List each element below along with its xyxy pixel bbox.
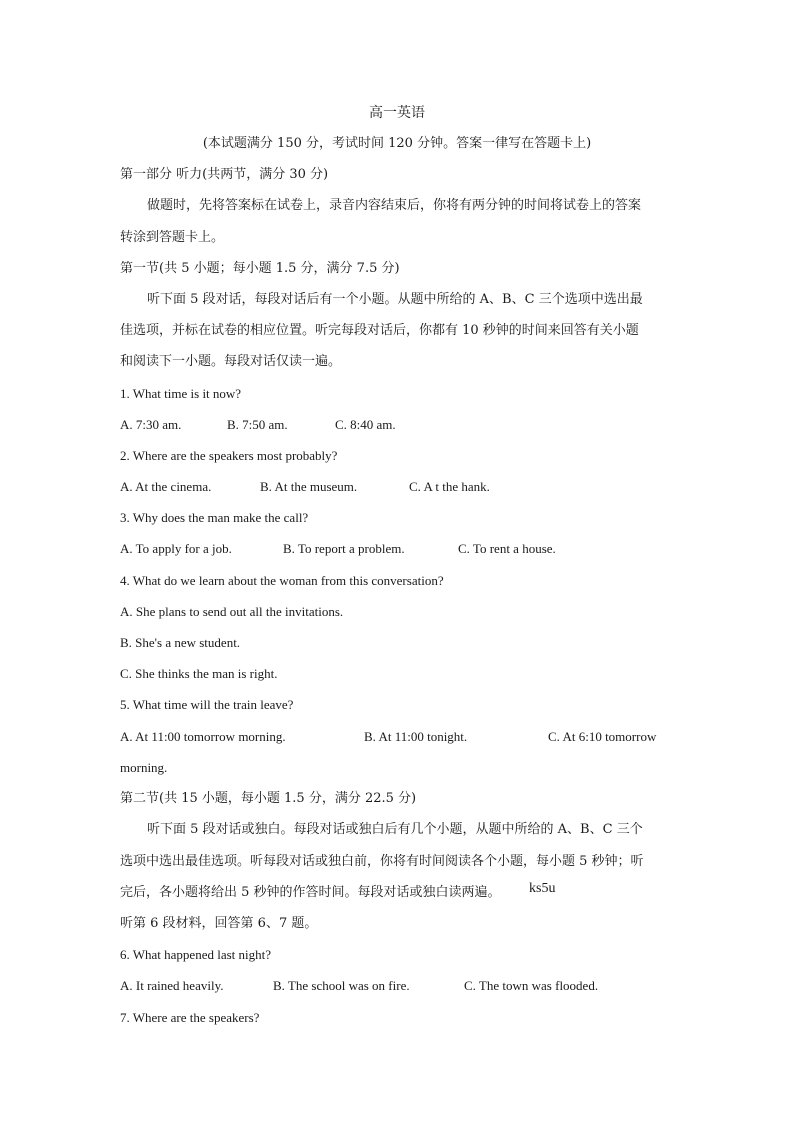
question-1-option-b: B. 7:50 am. <box>227 417 288 432</box>
question-4-option-c: C. She thinks the man is right. <box>120 666 278 681</box>
question-1-option-a: A. 7:30 am. <box>120 417 182 432</box>
section2-instr-line1: 听下面 5 段对话或独白。每段对话或独白后有几个小题，从题中所给的 A、B、C 三个 <box>147 822 643 837</box>
question-1-stem: 1. What time is it now? <box>120 386 242 401</box>
section2-instr-line2: 选项中选出最佳选项。听每段对话或独白前，你将有时间阅读各个小题，每小题 5 秒钟；听 <box>120 854 644 869</box>
question-1-option-c: C. 8:40 am. <box>335 417 396 432</box>
part1-intro-line2: 转涂到答题卡上。 <box>120 230 225 245</box>
question-4-stem: 4. What do we learn about the woman from this conversation? <box>120 573 444 588</box>
section2-instr-line3: 完后，各小题将给出 5 秒钟的作答时间。每段对话或独白读两遍。 <box>120 885 501 900</box>
question-5-option-c: C. At 6:10 tomorrow <box>548 729 657 744</box>
question-4-option-a: A. She plans to send out all the invitations. <box>120 604 344 619</box>
question-6-option-a: A. It rained heavily. <box>120 978 224 993</box>
question-5-option-a: A. At 11:00 tomorrow morning. <box>120 729 286 744</box>
part1-intro-line1: 做题时，先将答案标在试卷上，录音内容结束后，你将有两分钟的时间将试卷上的答案 <box>147 198 642 213</box>
question-5-stem: 5. What time will the train leave? <box>120 697 294 712</box>
question-3-option-a: A. To apply for a job. <box>120 541 232 556</box>
question-2-option-a: A. At the cinema. <box>120 479 212 494</box>
question-2-stem: 2. Where are the speakers most probably? <box>120 448 338 463</box>
exam-subtitle: (本试题满分 150 分，考试时间 120 分钟。答案一律写在答题卡上) <box>202 136 592 151</box>
part1-heading: 第一部分 听力(共两节，满分 30 分) <box>120 167 329 182</box>
exam-title: 高一英语 <box>369 105 425 121</box>
question-3-option-b: B. To report a problem. <box>283 541 405 556</box>
question-4-option-b: B. She's a new student. <box>120 635 241 650</box>
question-2-option-b: B. At the museum. <box>260 479 358 494</box>
section1-instr-line1: 听下面 5 段对话，每段对话后有一个小题。从题中所给的 A、B、C 三个选项中选出最 <box>147 292 643 307</box>
section1-instr-line3: 和阅读下一小题。每段对话仅读一遍。 <box>120 354 342 369</box>
question-5-option-c-continued: morning. <box>120 760 168 775</box>
question-6-option-b: B. The school was on fire. <box>273 978 410 993</box>
section2-heading: 第二节(共 15 小题，每小题 1.5 分，满分 22.5 分) <box>120 791 417 806</box>
question-7-stem: 7. Where are the speakers? <box>120 1010 260 1025</box>
question-3-stem: 3. Why does the man make the call? <box>120 510 309 525</box>
question-6-stem: 6. What happened last night? <box>120 947 272 962</box>
watermark-text: ks5u <box>529 881 556 896</box>
question-3-option-c: C. To rent a house. <box>458 541 556 556</box>
question-2-option-c: C. A t the hank. <box>409 479 490 494</box>
question-6-option-c: C. The town was flooded. <box>464 978 599 993</box>
question-5-option-b: B. At 11:00 tonight. <box>364 729 468 744</box>
material-6-instruction: 听第 6 段材料，回答第 6、7 题。 <box>120 916 318 931</box>
section1-heading: 第一节(共 5 小题；每小题 1.5 分，满分 7.5 分) <box>120 261 400 276</box>
section1-instr-line2: 佳选项，并标在试卷的相应位置。听完每段对话后，你都有 10 秒钟的时间来回答有关小题 <box>120 323 639 338</box>
